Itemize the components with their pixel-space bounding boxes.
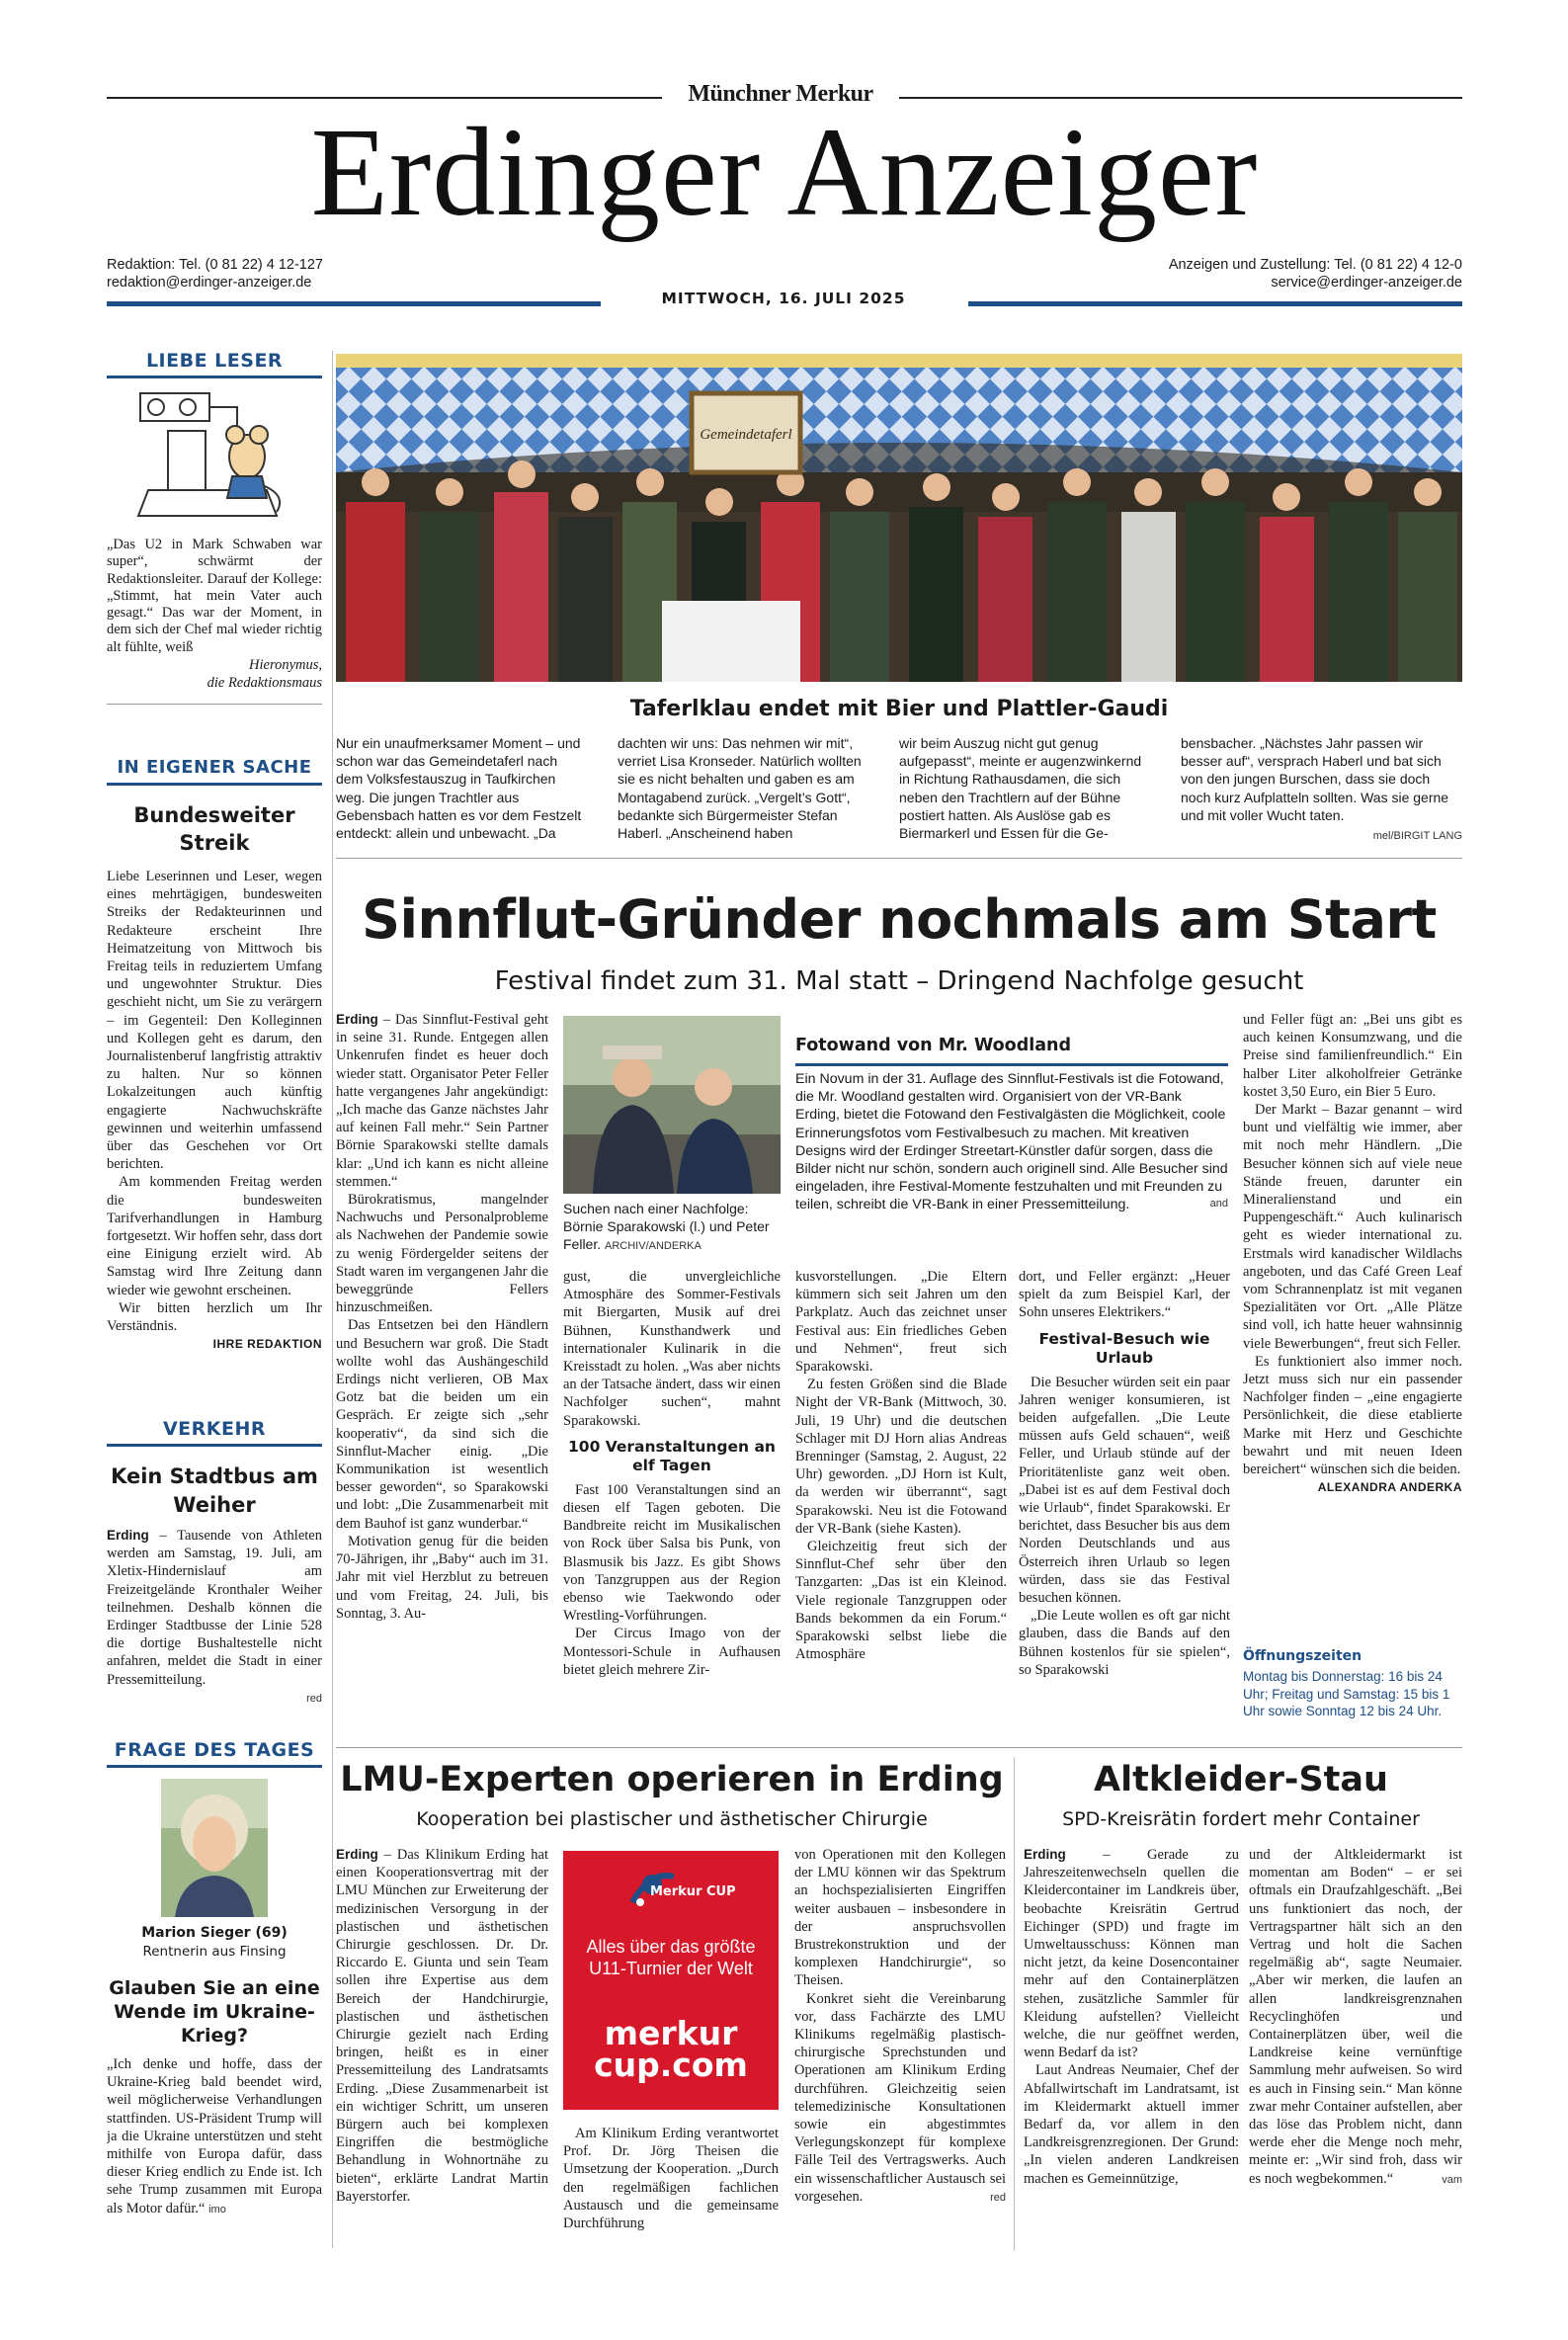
masthead-brand: Münchner Merkur	[662, 81, 899, 108]
lmu-col1	[336, 1846, 548, 2251]
sinnflut-col3-p2: Zu festen Größen sind die Blade Night der VR-Bank (Mittwoch, 30. Juli, 19 Uhr) und die deutschen Schlager mit DJ Horn alias Andreas Brenninger (Samstag, 2. August, 22 Uhr) geworden. „DJ Horn ist Kult, da werden wir überrannt“, sagt Sparakowski. Neu ist die Fotowand der VR-Bank (siehe Kasten).	[795, 1377, 1007, 1537]
sinnflut-infobox-title: Fotowand von Mr. Woodland	[795, 1036, 1072, 1055]
taferlklau-photo	[336, 354, 1462, 682]
sinnflut-col1	[336, 1011, 548, 1742]
frage-rule	[107, 1765, 322, 1768]
sinnflut-col2-p1: gust, die unvergleichliche Atmosphäre des Sommer-Festivals mit Biergarten, Musik auf drei Bühnen, Kunsthandwerk und internationaler Kulinarik in die Kreisstadt zu holen. „Was aber nichts an der Tatsache ändert, dass wir einen Nachfolger suchen“, mahnt Sparakowski.	[563, 1269, 781, 1429]
masthead-title: Erdinger Anzeiger	[310, 102, 1259, 242]
sinnflut-col5-p1: und Feller fügt an: „Bei uns gibt es auch keinen Konsumzwang, und die Preise sind familienfreundlich.“ Ein halber Liter alkoholfreier Getränke kostet 3,50 Euro, ein Bier 5 Euro.	[1243, 1012, 1462, 1100]
sinnflut-dateline: Erding	[336, 1012, 378, 1027]
redaktionsmaus-illustration	[128, 387, 301, 524]
lmu-col2-p1: Am Klinikum Erding verantwortet Prof. Dr. Jörg Theisen die Umsetzung der Kooperation. „Durch den regelmäßigen fachlichen Austausch und die gemeinsame Durchführung	[563, 2126, 779, 2232]
lmu-altkleider-divider	[1014, 1757, 1015, 2251]
lmu-subhead: Kooperation bei plastischer und ästhetischer Chirurgie	[416, 1808, 928, 1830]
eigene-sache-headline: Bundesweiter Streik	[133, 803, 295, 855]
liebe-leser-kicker: LIEBE LESER	[145, 350, 284, 372]
taferl-col3: wir beim Auszug nicht gut genug aufgepasst“, meinte er augenzwinkernd in Richtung Rathausdamen, die sich neben den Trachtlern auf der Bühne postiert hatten. Als Auslöse gab es Biermarkerl und Essen für die Ge-	[899, 735, 1142, 842]
sinnflut-hours-text: Montag bis Donnerstag: 16 bis 24 Uhr; Freitag und Samstag: 15 bis 1 Uhr sowie Sonntag 12 bis 24 Uhr.	[1243, 1669, 1450, 1718]
frage-credit: imo	[208, 2203, 226, 2215]
frage-person-name: Marion Sieger (69)	[141, 1925, 288, 1941]
sinnflut-infobox	[795, 1016, 1228, 1248]
altkleider-credit: vam	[1442, 2173, 1462, 2186]
liebe-leser-text: „Das U2 in Mark Schwaben war super“, schwärmt der Redaktionsleiter. Darauf der Kollege: „Stimmt, hat mein Vater auch gesagt.“ Das war der Moment, in dem sich der Chef mal wieder richtig alt fühlte, weiß	[107, 537, 322, 655]
sinnflut-col4-p1: dort, und Feller ergänzt: „Heuer spielt da zum Beispiel Karl, der Sohn unseres Elektrikers.“	[1019, 1269, 1230, 1321]
merkur-cup-ad[interactable]	[563, 1851, 779, 2110]
taferl-col2: dachten wir uns: Das nehmen wir mit“, verriet Lisa Kronseder. Natürlich wollten sie es nicht behalten und gaben es am Montagabend zurück. „Vergelt’s Gott“, bedankte sich Bürgermeister Stefan Haberl. „Anscheinend haben	[618, 735, 862, 842]
lmu-col3	[794, 1846, 1006, 2251]
sinnflut-caption-block	[563, 1200, 781, 1255]
altkleider-col2-p1: und der Altkleidermarkt ist momentan am Boden“ – er sei oftmals ein Draufzahlgeschäft. „Bei uns funktioniert das noch, der Vertragspartner hält sich an den Vertrag und holt die Sachen regelmäßig ab“, sagte Neumaier. „Aber wir merken, die laufen an allen landkreisgrenznahen Recyclinghöfen und Containerplätzen über, weil die Landkreise keine vernünftige Sammlung mehr aufweisen. So wird es auch in Finsing sein.“ Man könne zwar mehr Container aufstellen, aber das löse das Problem nicht, dann werde eher die Menge noch mehr, meinte er: „Wir sind froh, dass wir es noch wegbekommen.“	[1249, 1847, 1462, 2187]
verkehr-kicker: VERKEHR	[162, 1418, 267, 1440]
masthead-date: MITTWOCH, 16. JULI 2025	[661, 290, 906, 307]
sinnflut-col1-p3: Das Entsetzen bei den Händlern und Besuchern war groß. Die Stadt wollte wohl das Aushängeschild Erdings nicht verlieren, OB Max Gotz bat die beiden um ein Gespräch. Er zeigte sich „sehr kooperativ“, da sind sich die Sinnflut-Macher einig. „Die Kommunikation ist wesentlich besser geworden“, so Sparakowski und lobt: „Die Zusammenarbeit mit dem Bauhof ist ganz wunderbar.“	[336, 1317, 548, 1532]
merkur-cup-brand: Merkur CUP	[650, 1884, 736, 1899]
liebe-leser-rule	[107, 376, 322, 378]
masthead-editorial-email: redaktion@erdinger-anzeiger.de	[107, 275, 312, 291]
altkleider-col1	[1024, 1846, 1239, 2251]
left-divider-1	[107, 704, 322, 705]
sinnflut-author: ALEXANDRA ANDERKA	[1317, 1480, 1462, 1495]
sinnflut-col2	[563, 1268, 781, 1742]
lmu-dateline: Erding	[336, 1847, 378, 1862]
frage-person-place: Rentnerin aus Finsing	[142, 1944, 287, 1960]
left-column-divider	[332, 351, 333, 2248]
lmu-col2	[563, 2125, 779, 2243]
verkehr-dateline: Erding	[107, 1528, 149, 1543]
altkleider-subhead: SPD-Kreisrätin fordert mehr Container	[1062, 1808, 1420, 1830]
merkur-cup-ad-text: Alles über das größte U11-Turnier der Welt	[586, 1937, 756, 1978]
sinnflut-col3	[795, 1268, 1007, 1742]
sinnflut-col3-p1: kusvorstellungen. „Die Eltern kümmern sich seit Jahren um den Parkplatz. Auch das zeichnet unser Festival aus: Ein friedliches Geben und Nehmen“, freut sich Sparakowski.	[795, 1269, 1007, 1376]
sinnflut-founders-photo	[563, 1016, 781, 1194]
liebe-leser-author2: die Redaktionsmaus	[206, 675, 322, 691]
sinnflut-col5	[1243, 1011, 1462, 1643]
altkleider-headline: Altkleider-Stau	[1094, 1760, 1388, 1799]
sinnflut-col1-p1: – Das Sinnflut-Festival geht in seine 31. Runde. Entgegen allen Unkenrufen findet es heuer doch wieder statt. Organisator Peter Feller hatte vergangenes Jahr angekündigt: „Ich mache das Ganze nächstes Jahr auf keinen Fall mehr.“ Sein Partner Börnie Sparakowski stellte damals klar: „Und ich kann es nicht alleine stemmen.“	[336, 1012, 548, 1190]
sinnflut-col5-p2: Der Markt – Bazar genannt – wird bunt und vielfältig wie immer, aber mit noch mehr Händlern. „Die Besucher können sich auf viele neue Stände freuen, darunter ein Mineralienstand und ein Puppengeschäft.“ Auch kulinarisch geht es wieder international zu. Erstmals wird kanadischer Wildlachs angeboten, und das Café Green Leaf vom Schrannenplatz ist mit veganen Spezialitäten vor Ort. „Alle Plätze sind voll, ich hatte heuer wahnsinnig viele Bewerbungen“, freut sich Feller.	[1243, 1102, 1462, 1352]
sinnflut-col4-p3: „Die Leute wollen es oft gar nicht glauben, dass die Bands auf den Bühnen kostenlos für sie spielen“, so Sparakowski	[1019, 1608, 1230, 1678]
sinnflut-col4-p2: Die Besucher würden seit ein paar Jahren weniger konsumieren, ist beiden aufgefallen. „Die Leute müssen aufs Geld schauen“, weiß Feller, und Urlaub stünde auf der Prioritätenliste ganz weit oben. „Dabei ist es auf dem Festival doch wie Urlaub“, findet Sparakowski. Er berichtet, dass Besucher bis aus dem Norden Deutschlands und aus Österreich ihren Urlaub so legen würden, dass sie das Festival besuchen können.	[1019, 1374, 1230, 1607]
verkehr-body	[107, 1527, 322, 1729]
frage-answer: „Ich denke und hoffe, dass der Ukraine-Krieg bald beendet wird, weil möglicherweise Verhandlungen stattfinden. US-Präsident Trump will ja die Ukraine unterstützen und steht mithilfe von Europa dafür, dass dieser Krieg endlich zu Ende ist. Ich sehe Trump zusammen mit Europa als Motor dafür.“	[107, 2056, 322, 2216]
altkleider-dateline: Erding	[1024, 1847, 1066, 1862]
liebe-leser-author: Hieronymus,	[249, 657, 322, 673]
masthead-service-phone: Anzeigen und Zustellung: Tel. (0 81 22) 4 12-0	[1168, 257, 1462, 273]
sinnflut-col1-p4: Motivation genug für die beiden 70-Jährigen, ihr „Baby“ auch im 31. Jahr mit viel Herzblut zu betreuen und vom Freitag, 24. Juli, bis Sonntag, 3. Au-	[336, 1533, 548, 1622]
sinnflut-sub2: Festival-Besuch wie Urlaub	[1038, 1329, 1210, 1367]
taferl-headline: Taferlklau endet mit Bier und Plattler-Gaudi	[629, 697, 1169, 721]
verkehr-headline: Kein Stadtbus am Weiher	[111, 1464, 318, 1517]
altkleider-col1-p2: Laut Andreas Neumaier, Chef der Abfallwirtschaft im Landratsamt, ist im Kleidermarkt aktuell immer Bedarf da, vor allem in den Landkreisgrenzregionen. Der Grund: „In vielen anderen Landkreisen machen es Gemeinnützige,	[1024, 2062, 1239, 2187]
taferl-col4: bensbacher. „Nächstes Jahr passen wir besser auf“, versprach Haberl und bat sich von den jungen Burschen, dass sie doch noch kurz Aufplatteln sollten. Was sie gerne und mit voller Wucht taten.	[1181, 735, 1449, 823]
sinnflut-sub1: 100 Veranstaltungen an elf Tagen	[568, 1437, 776, 1474]
masthead-service-email: service@erdinger-anzeiger.de	[1271, 275, 1462, 291]
sinnflut-infobox-rule	[795, 1063, 1228, 1066]
sinnflut-col1-p2: Bürokratismus, mangelnder Nachwuchs und Personalprobleme als Nachwehen der Pandemie sowie zu wenig Fördergelder seitens der Stadt waren im vergangenen Jahr die beweggründe Fellers hinzuschmeißen.	[336, 1192, 548, 1316]
sinnflut-subhead: Festival findet zum 31. Mal statt – Dringend Nachfolge gesucht	[494, 966, 1304, 996]
taferl-banner-text: Gemeindetaferl	[700, 427, 792, 443]
sinnflut-hours-title: Öffnungszeiten	[1243, 1648, 1362, 1664]
altkleider-col1-p1: – Gerade zu Jahreszeitenwechseln quellen die Kleidercontainer im Landkreis über, beobachte Kreisrätin Gertrud Eichinger (SPD) und fragte im Umweltausschuss: Können man nicht jetzt, da keine Dosencontainer mehr auf den Containerplätzen stehen, zusätzliche Sammler für Kleidung aufstellen? Vielleicht welche, die nur geöffnet werden, wenn Bedarf da ist?	[1024, 1847, 1239, 2061]
merkur-cup-url-line2: cup.com	[594, 2046, 748, 2084]
eigene-sache-p1: Liebe Leserinnen und Leser, wegen eines mehrtägigen, bundesweiten Streiks der Redakteurinnen und Redakteure erscheint Ihre Heimatzeitung von Mittwoch bis Freitag teils in reduziertem Umfang und ungewohnter Struktur. Dies geschieht nicht, um Sie zu verärgern – im Gegenteil: Den Kolleginnen und Kollegen geht es darum, den Journalistenberuf langfristig attraktiv zu halten. Nur so können Lokalzeitungen auch künftig engagierte Nachwuchskräfte gewinnen und weiterhin umfassend über das Geschehen vor Ort berichten.	[107, 869, 322, 1173]
sinnflut-infobox-text: Ein Novum in der 31. Auflage des Sinnflut-Festivals ist die Fotowand, die Mr. Woodland gestalten wird. Organisiert von der VR-Bank Erding, bietet die Fotowand den Festivalgästen die Möglichkeit, coole Erinnerungsfotos vom Festivalbesuch zu machen. Mit kreativen Designs wird der Erdinger Streetart-Künstler dafür sorgen, dass die Bilder nicht nur schön, sondern auch originell sind. Alle Besucher sind eingeladen, ihre Festival-Momente festzuhalten und mit Freunden zu teilen, schreibt die VR-Bank in einer Pressemitteilung.	[795, 1071, 1228, 1213]
verkehr-credit: red	[306, 1692, 322, 1705]
verkehr-rule	[107, 1444, 322, 1447]
sinnflut-col5-p3: Es funktioniert also immer noch. Jetzt muss sich nur ein passender Nachfolger finden – „eine engagierte Persönlichkeit, die diese etablierte Marke mit Herz und Geschichte bewahrt und mit neuen Ideen bereichert“ wünschen sich die beiden.	[1243, 1353, 1462, 1478]
lmu-col3-p1: von Operationen mit den Kollegen der LMU können wir das Spektrum an hochspezialisierten Eingriffen weiter ausbauen – insbesondere in der anspruchsvollen Brustrekonstruktion und der komplexen Handchirurgie“, so Theisen.	[794, 1847, 1006, 1989]
lmu-col1-p1: – Das Klinikum Erding hat einen Kooperationsvertrag mit der LMU München zur Erweiterung der medizinischen Versorgung in der plastischen und ästhetischen Chirurgie geschlossen. Dr. Dr. Riccardo E. Giunta und sein Team sollen ihre Expertise aus dem Bereich der Handchirurgie, plastischen und ästhetischen Chirurgie gezielt nach Erding bringen, heißt es in einer Pressemitteilung des Landratsamts Erding. „Diese Zusammenarbeit ist ein wichtiger Schritt, um unseren Bürgern auch bei komplexen Eingriffen die bestmögliche Behandlung in Wohnortnähe zu bieten“, erklärte Landrat Martin Bayerstorfer.	[336, 1847, 548, 2205]
altkleider-col2	[1249, 1846, 1462, 2251]
eigene-sache-signature: IHRE REDAKTION	[212, 1337, 322, 1352]
sinnflut-col2-p2: Fast 100 Veranstaltungen sind an diesen elf Tagen geboten. Die Bandbreite reicht im Musikalischen von Rock über Salsa bis Punk, von Blasmusik bis Jazz. Es gibt Shows von Tanzgruppen aus der Region ebenso wie Taekwondo oder Wrestling-Vorführungen.	[563, 1481, 781, 1625]
sinnflut-bottom-rule	[336, 1747, 1462, 1748]
sinnflut-col3-p3: Gleichzeitig freut sich der Sinnflut-Chef sehr über den Tanzgarten: „Das ist ein Kleinod. Viele regionale Tanzgruppen oder Bands bekommen da ein Forum.“ Sparakowski selbst liebe die Atmosphäre	[795, 1539, 1007, 1663]
sinnflut-col2-p3: Der Circus Imago von der Montessori-Schule in Aufhausen bietet gleich mehrere Zir-	[563, 1626, 781, 1678]
frage-kicker: FRAGE DES TAGES	[114, 1739, 315, 1761]
masthead-right-bar	[968, 301, 1462, 306]
sinnflut-caption: Suchen nach einer Nachfolge: Börnie Sparakowski (l.) und Peter Feller.	[563, 1201, 770, 1252]
taferl-credit: mel/BIRGIT LANG	[1372, 830, 1462, 842]
frage-answer-body	[107, 2055, 322, 2253]
verkehr-text: – Tausende von Athleten werden am Samstag, 19. Juli, am Xletix-Hindernislauf am Freizeitgelände Kronthaler Weiher teilnehmen. Deshalb können die Erdinger Stadtbusse der Linie 528 die dortige Bushaltestelle nicht anfahren, meldet die Stadt in einer Pressemitteilung.	[107, 1528, 322, 1688]
lmu-col3-p2: Konkret sieht die Vereinbarung vor, dass Fachärzte des LMU Klinikums regelmäßig plastisch-chirurgische Sprechstunden und Operationen am Klinikum Erding durchführen. Gleichzeitig seien telemedizinische Konsultationen sowie ein abgestimmtes Verlegungskonzept für komplexe Fälle Teil des Vertragswerks. Auch ein wissenschaftlicher Austausch sei vorgesehen.	[794, 1990, 1006, 2205]
eigene-sache-body	[107, 868, 322, 1386]
lmu-credit: red	[990, 2192, 1006, 2205]
masthead-editorial-phone: Redaktion: Tel. (0 81 22) 4 12-127	[107, 257, 323, 273]
sinnflut-col4	[1019, 1268, 1230, 1742]
sinnflut-headline: Sinnflut-Gründer nochmals am Start	[362, 888, 1437, 951]
eigene-sache-p3: Wir bitten herzlich um Ihr Verständnis.	[107, 1299, 322, 1335]
eigene-sache-rule	[107, 783, 322, 786]
taferl-col1: Nur ein unaufmerksamer Moment – und schon war das Gemeindetaferl nach dem Volksfestauszug in Taufkirchen weg. Die jungen Trachtler aus Gebensbach hatten es vor dem Festzelt entdeckt: allein und unbewacht. „Da	[336, 735, 582, 842]
frage-question: Glauben Sie an eine Wende im Ukraine-Krieg?	[109, 1977, 320, 2047]
sinnflut-caption-credit: ARCHIV/ANDERKA	[605, 1240, 701, 1252]
sinnflut-infobox-credit: and	[1209, 1197, 1228, 1210]
eigene-sache-p2: Am kommenden Freitag werden die bundesweiten Tarifverhandlungen in Hamburg fortgesetzt. Wir hoffen sehr, dass dort eine Einigung erzielt wird. Ab Samstag wird Ihre Zeitung dann wieder wie gewohnt erscheinen.	[107, 1174, 322, 1298]
taferl-bottom-rule	[336, 858, 1462, 859]
eigene-sache-kicker: IN EIGENER SACHE	[117, 757, 312, 778]
merkur-cup-url-line1: merkur	[604, 2014, 738, 2052]
masthead-left-bar	[107, 301, 601, 306]
lmu-headline: LMU-Experten operieren in Erding	[340, 1760, 1004, 1799]
frage-portrait-photo	[161, 1779, 268, 1917]
